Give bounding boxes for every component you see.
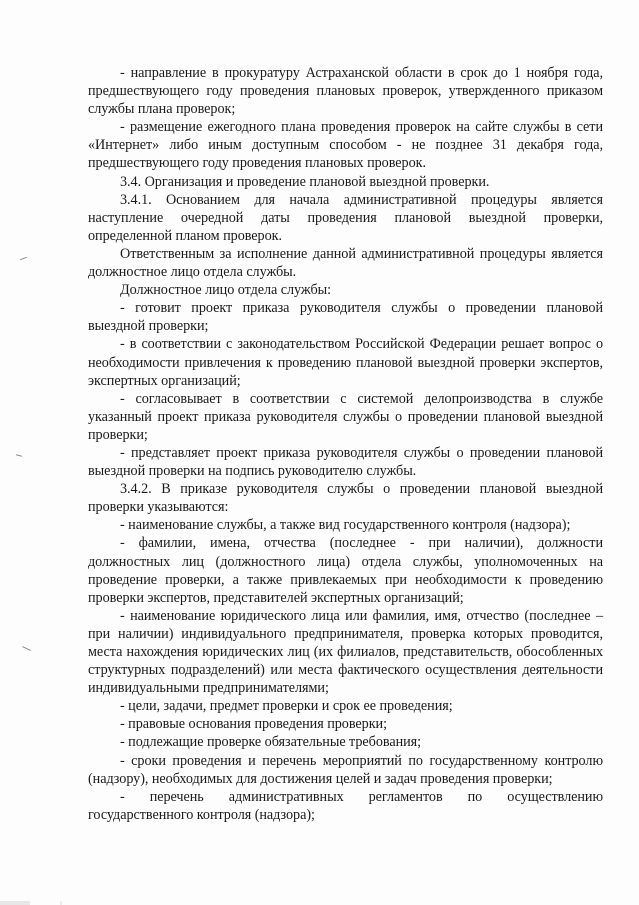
margin-mark <box>16 454 22 457</box>
paragraph: - направление в прокуратуру Астраханской области в срок до 1 ноября года, предшествующего году проведения плановых проверок, утвержденного приказом службы плана проверок; <box>88 65 603 118</box>
scan-edge <box>0 901 639 905</box>
paragraph: - размещение ежегодного плана проведения проверок на сайте службы в сети «Интернет» либо иным доступным способом - не позднее 31 декабря года, предшествующего году проведения плановых проверок. <box>88 119 603 172</box>
section-heading: 3.4. Организация и проведение плановой выездной проверки. <box>120 173 490 190</box>
paragraph: - согласовывает в соответствии с системой делопроизводства в службе указанный проект приказа руководителя службы о проведении плановой выездной проверки; <box>88 390 603 443</box>
paragraph: - подлежащие проверке обязательные требования; <box>120 734 422 751</box>
paragraph: - сроки проведения и перечень мероприятий по государственному контролю (надзору), необходимых для достижения целей и задач проведения проверки; <box>88 752 603 787</box>
document-body <box>88 64 603 824</box>
paragraph: - фамилии, имена, отчества (последнее - при наличии), должности должностных лиц (должностного лица) отдела службы, уполномоченных на проведение проверки, а также привлекаемых при необходимости к проведению проверки экспертов, представителей экспертных организаций; <box>88 535 603 606</box>
paragraph: - наименование юридического лица или фамилия, имя, отчество (последнее – при наличии) индивидуального предпринимателя, проверка которых проводится, места нахождения юридических лиц (их филиалов, представительств, обособленных структурных подразделений) или места фактического осуществления деятельности индивидуальными предпринимателями; <box>88 607 603 697</box>
paragraph: Ответственным за исполнение данной административной процедуры является должностное лицо отдела службы. <box>88 245 603 281</box>
paragraph: - готовит проект приказа руководителя службы о проведении плановой выездной проверки; <box>88 300 603 335</box>
paragraph: - перечень административных регламентов по осуществлению государственного контроля (надзора); <box>88 788 603 823</box>
paragraph: - представляет проект приказа руководителя службы о проведении плановой выездной проверки на подпись руководителю службы. <box>88 444 603 480</box>
paragraph: 3.4.2. В приказе руководителя службы о проведении плановой выездной проверки указываются: <box>88 481 603 516</box>
paragraph: - цели, задачи, предмет проверки и срок ее проведения; <box>120 698 453 715</box>
paragraph: - в соответствии с законодательством Российской Федерации решает вопрос о необходимости привлечения к проведению плановой выездной проверки экспертов, экспертных организаций; <box>88 336 603 389</box>
margin-mark <box>22 646 31 651</box>
margin-mark <box>20 257 27 260</box>
paragraph: - правовые основания проведения проверки; <box>120 716 387 733</box>
paragraph: - наименование службы, а также вид государственного контроля (надзора); <box>120 517 571 534</box>
paragraph: 3.4.1. Основанием для начала административной процедуры является наступление очередной даты проведения плановой выездной проверки, определенной планом проверок. <box>88 191 603 244</box>
paragraph: Должностное лицо отдела службы: <box>120 282 332 299</box>
